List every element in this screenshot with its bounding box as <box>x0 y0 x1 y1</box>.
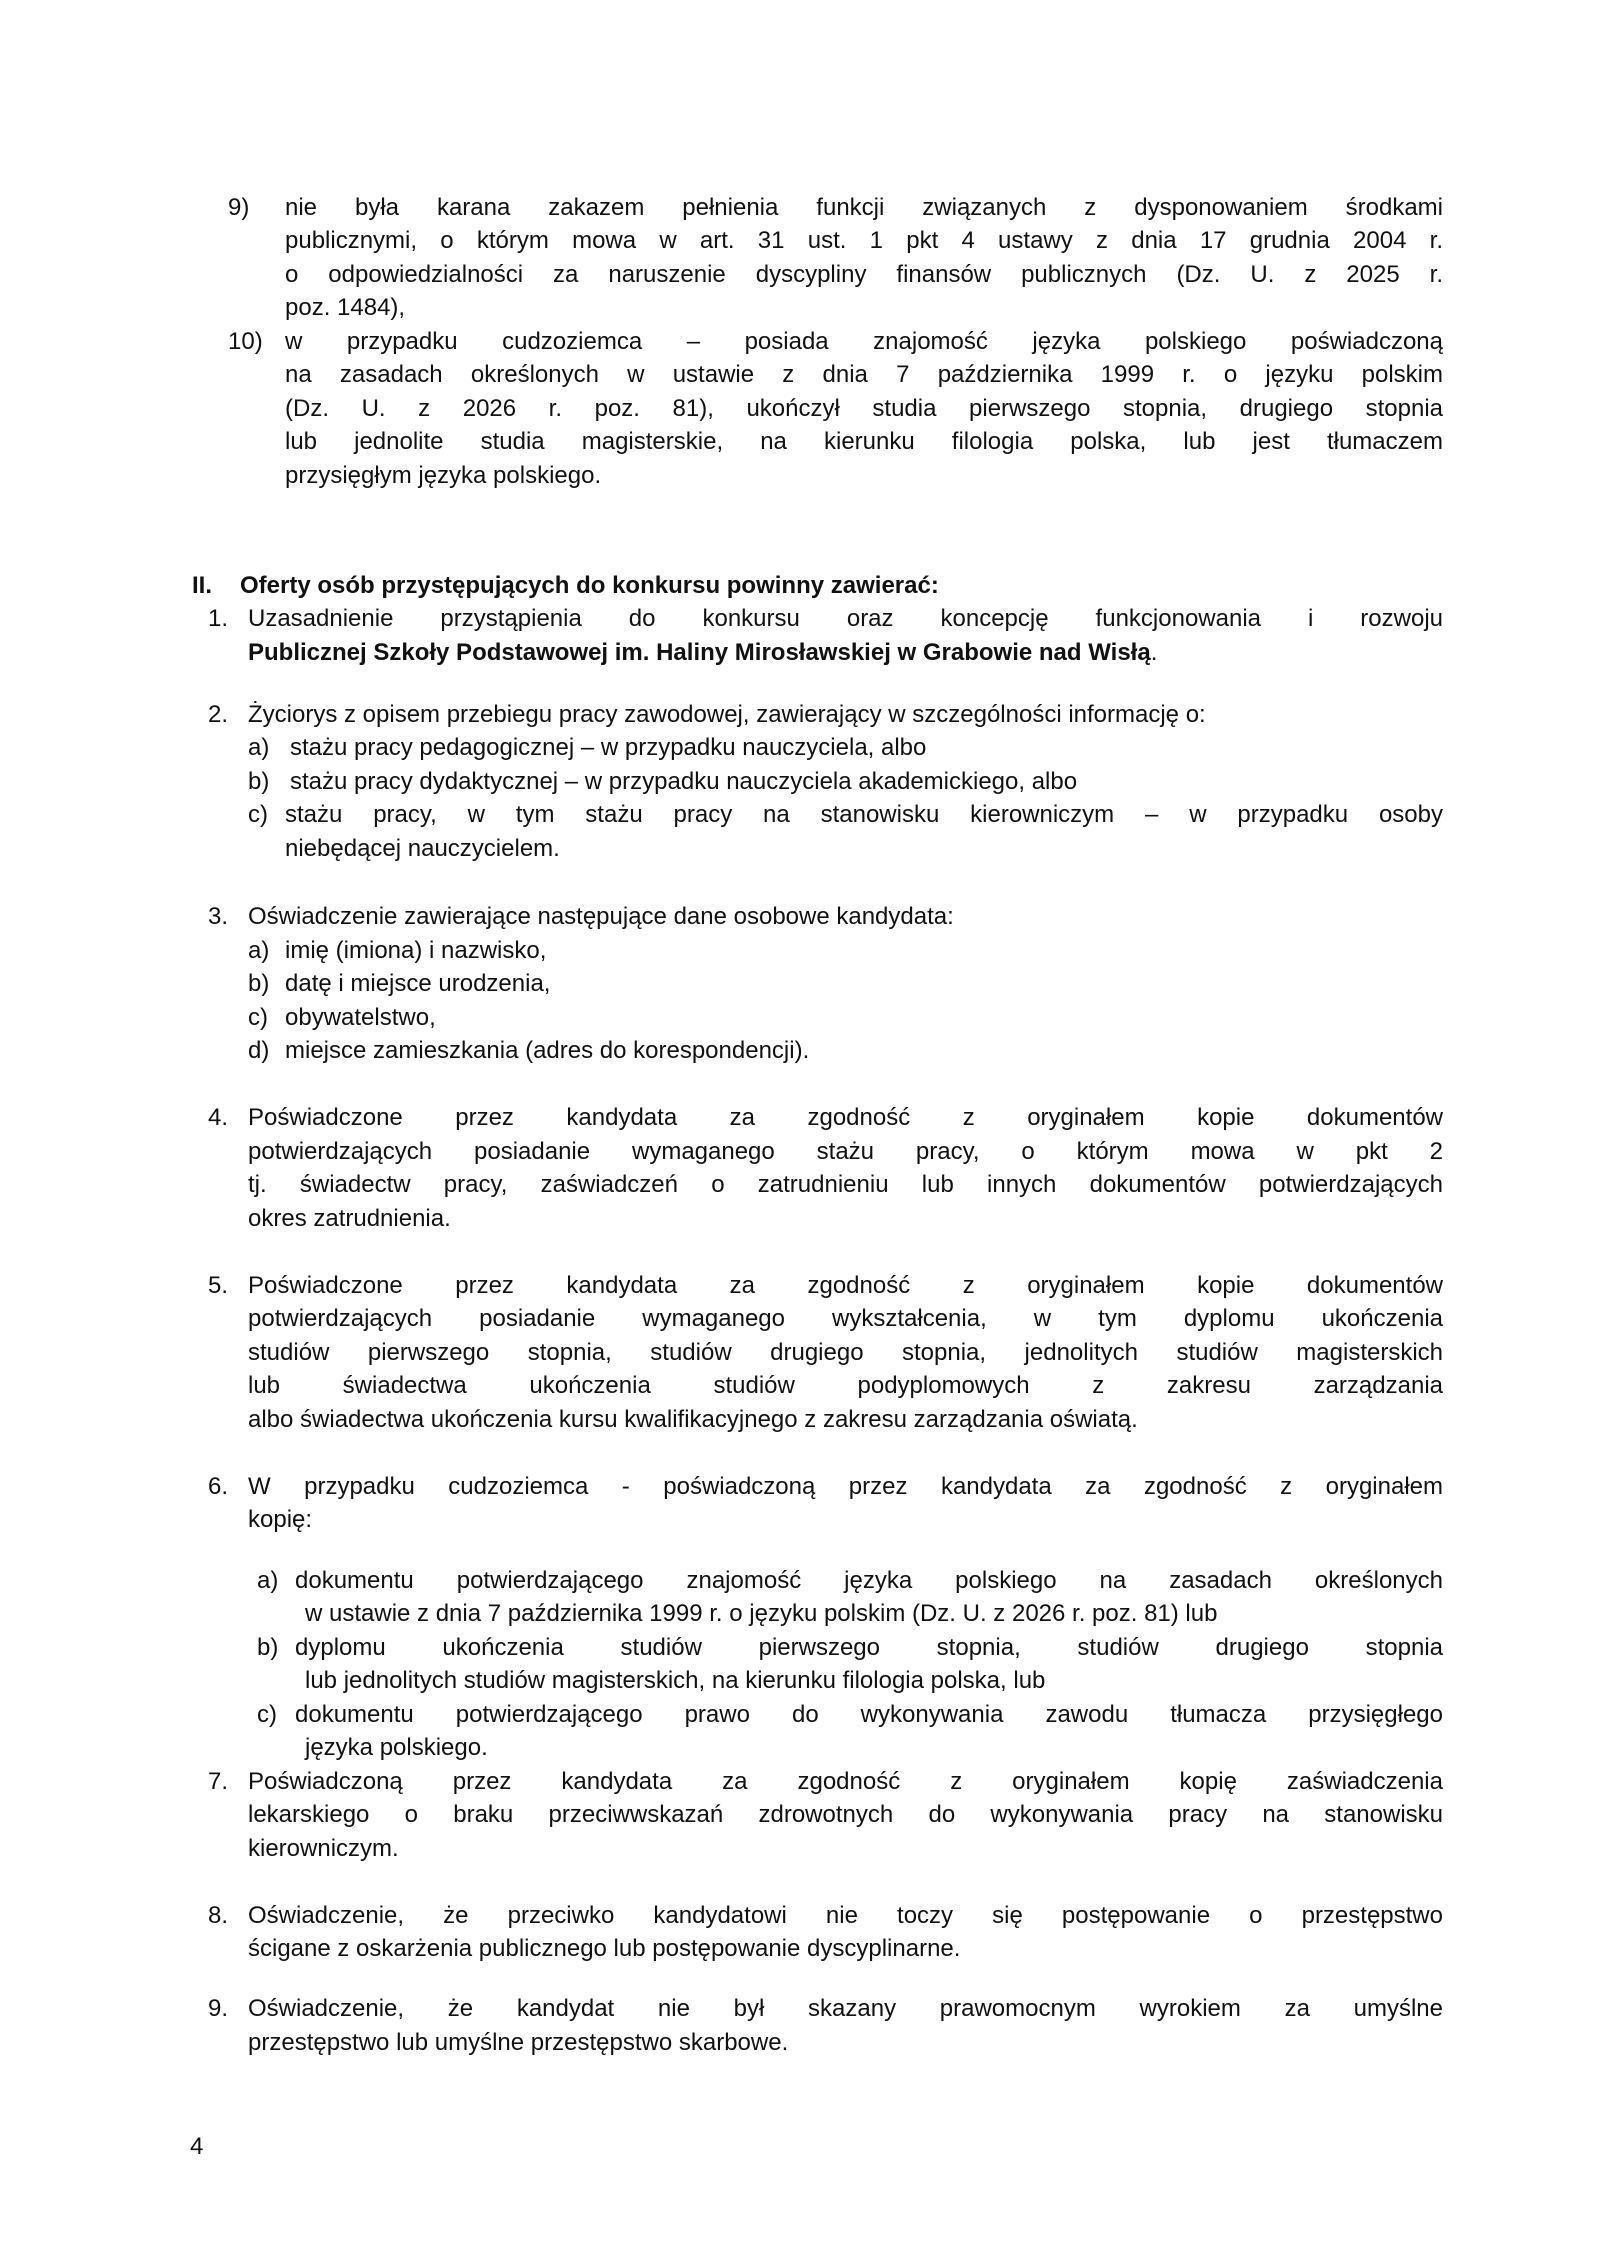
item-line: poz. 1484), <box>285 294 406 321</box>
subitem-line: stażu pracy dydaktycznej – w przypadku nauczyciela akademickiego, albo <box>290 768 1078 795</box>
item-line: kierowniczym. <box>248 1835 399 1862</box>
item-number: 5. <box>208 1272 229 1299</box>
subitem-letter: c) <box>248 1004 268 1031</box>
item-number: 7. <box>208 1768 229 1795</box>
item-number: 2. <box>208 701 229 728</box>
school-name <box>248 636 1157 670</box>
item-number: 4. <box>208 1104 229 1131</box>
subitem-letter: d) <box>248 1037 270 1064</box>
item-line: (Dz. U. z 2026 r. poz. 81), ukończył studia pierwszego stopnia, drugiego stopnia <box>285 395 1443 422</box>
item-line: Poświadczone przez kandydata za zgodność z oryginałem kopie dokumentów <box>248 1104 1443 1131</box>
subitem-line: datę i miejsce urodzenia, <box>285 970 551 997</box>
item-line: w przypadku cudzoziemca – posiada znajomość języka polskiego poświadczoną <box>285 328 1443 355</box>
subitem-letter: c) <box>248 801 268 828</box>
subitem-line: miejsce zamieszkania (adres do korespondencji). <box>285 1037 810 1064</box>
subitem-line: dokumentu potwierdzającego znajomość języka polskiego na zasadach określonych <box>295 1567 1443 1594</box>
item-line: na zasadach określonych w ustawie z dnia 7 października 1999 r. o języku polskim <box>285 361 1443 388</box>
subitem-letter: a) <box>248 734 270 761</box>
item-line: lub świadectwa ukończenia studiów podyplomowych z zakresu zarządzania <box>248 1372 1443 1399</box>
item-line: albo świadectwa ukończenia kursu kwalifikacyjnego z zakresu zarządzania oświatą. <box>248 1406 1138 1433</box>
subitem-line: w ustawie z dnia 7 października 1999 r. o języku polskim (Dz. U. z 2026 r. poz. 81) lub <box>305 1600 1218 1627</box>
section-title: Oferty osób przystępujących do konkursu powinny zawierać: <box>240 572 939 599</box>
subitem-line: lub jednolitych studiów magisterskich, na kierunku filologia polska, lub <box>305 1667 1046 1694</box>
subitem-line: imię (imiona) i nazwisko, <box>285 937 547 964</box>
page-number: 4 <box>190 2133 204 2160</box>
item-line: ścigane z oskarżenia publicznego lub postępowanie dyscyplinarne. <box>248 1935 961 1962</box>
item-line: kopię: <box>248 1506 313 1533</box>
school-name-text: Publicznej Szkoły Podstawowej im. Haliny Mirosławskiej w Grabowie nad Wisłą <box>248 639 1151 666</box>
item-line: o odpowiedzialności za naruszenie dyscypliny finansów publicznych (Dz. U. z 2025 r. <box>285 261 1443 288</box>
item-number: 3. <box>208 903 229 930</box>
item-number: 6. <box>208 1473 229 1500</box>
subitem-letter: b) <box>248 970 270 997</box>
item-number: 8. <box>208 1902 229 1929</box>
item-number: 10) <box>228 328 263 355</box>
item-line: studiów pierwszego stopnia, studiów drugiego stopnia, jednolitych studiów magisterskich <box>248 1339 1443 1366</box>
subitem-letter: a) <box>248 937 270 964</box>
subitem-line: dyplomu ukończenia studiów pierwszego stopnia, studiów drugiego stopnia <box>295 1634 1443 1661</box>
subitem-line: obywatelstwo, <box>285 1004 436 1031</box>
item-line: W przypadku cudzoziemca - poświadczoną przez kandydata za zgodność z oryginałem <box>248 1473 1443 1500</box>
item-line: Życiorys z opisem przebiegu pracy zawodowej, zawierający w szczególności informację o: <box>248 701 1206 728</box>
item-number: 9) <box>228 194 250 221</box>
item-line: Uzasadnienie przystąpienia do konkursu oraz koncepcję funkcjonowania i rozwoju <box>248 605 1443 632</box>
item-line: Poświadczone przez kandydata za zgodność z oryginałem kopie dokumentów <box>248 1272 1443 1299</box>
subitem-line: dokumentu potwierdzającego prawo do wykonywania zawodu tłumacza przysięgłego <box>295 1701 1443 1728</box>
school-name-suffix: . <box>1150 639 1158 666</box>
item-line: Oświadczenie, że przeciwko kandydatowi nie toczy się postępowanie o przestępstwo <box>248 1902 1443 1929</box>
item-line: tj. świadectw pracy, zaświadczeń o zatrudnieniu lub innych dokumentów potwierdzających <box>248 1171 1443 1198</box>
item-line: publicznymi, o którym mowa w art. 31 ust. 1 pkt 4 ustawy z dnia 17 grudnia 2004 r. <box>285 227 1443 254</box>
item-line: przysięgłym języka polskiego. <box>285 462 602 489</box>
subitem-line: stażu pracy pedagogicznej – w przypadku nauczyciela, albo <box>290 734 927 761</box>
item-line: potwierdzających posiadanie wymaganego stażu pracy, o którym mowa w pkt 2 <box>248 1138 1443 1165</box>
item-number: 1. <box>208 605 229 632</box>
item-line: nie była karana zakazem pełnienia funkcji związanych z dysponowaniem środkami <box>285 194 1443 221</box>
item-line: potwierdzających posiadanie wymaganego wykształcenia, w tym dyplomu ukończenia <box>248 1305 1443 1332</box>
subitem-line: stażu pracy, w tym stażu pracy na stanowisku kierowniczym – w przypadku osoby <box>285 801 1443 828</box>
item-number: 9. <box>208 1995 229 2022</box>
item-line: lekarskiego o braku przeciwwskazań zdrowotnych do wykonywania pracy na stanowisku <box>248 1801 1443 1828</box>
item-line: Oświadczenie, że kandydat nie był skazany prawomocnym wyrokiem za umyślne <box>248 1995 1443 2022</box>
item-line: Poświadczoną przez kandydata za zgodność z oryginałem kopię zaświadczenia <box>248 1768 1443 1795</box>
subitem-line: języka polskiego. <box>305 1734 488 1761</box>
item-line: lub jednolite studia magisterskie, na kierunku filologia polska, lub jest tłumaczem <box>285 428 1443 455</box>
item-line: Oświadczenie zawierające następujące dane osobowe kandydata: <box>248 903 954 930</box>
subitem-letter: b) <box>257 1634 279 1661</box>
subitem-line: niebędącej nauczycielem. <box>285 835 560 862</box>
subitem-letter: b) <box>248 768 270 795</box>
item-line: przestępstwo lub umyślne przestępstwo skarbowe. <box>248 2029 789 2056</box>
subitem-letter: a) <box>257 1567 279 1594</box>
section-numeral: II. <box>192 572 213 599</box>
item-line: okres zatrudnienia. <box>248 1205 451 1232</box>
subitem-letter: c) <box>257 1701 277 1728</box>
